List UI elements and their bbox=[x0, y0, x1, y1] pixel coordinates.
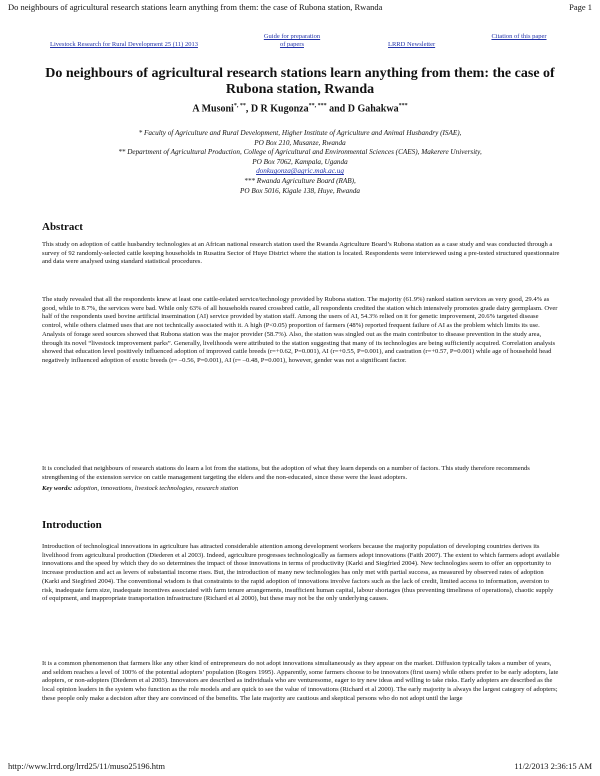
journal-navbar bbox=[0, 33, 600, 57]
author-marks: *, ** bbox=[233, 103, 246, 109]
journal-issue-link[interactable]: Livestock Research for Rural Development 25 (11) 2013 bbox=[50, 41, 198, 48]
keywords bbox=[42, 485, 560, 494]
print-header bbox=[8, 2, 592, 14]
author-marks: *** bbox=[398, 103, 408, 109]
introduction-heading: Introduction bbox=[42, 519, 102, 531]
affiliation-3-address: PO Box 5016, Kigale 138, Huye, Rwanda bbox=[240, 186, 360, 195]
affiliation-2-address: PO Box 7062, Kampala, Uganda bbox=[252, 157, 348, 166]
abstract-heading: Abstract bbox=[42, 221, 83, 233]
page-url: http://www.lrrd.org/lrrd25/11/muso25196.htm bbox=[8, 761, 165, 771]
print-header-title: Do neighbours of agricultural research stations learn anything from them: the case of Rubona station, Rwanda bbox=[8, 2, 383, 12]
print-header-page: Page 1 bbox=[569, 2, 592, 12]
author-list: A Musoni*, **, D R Kugonza**, *** and D Gahakwa*** bbox=[192, 103, 408, 115]
article-title: Do neighbours of agricultural research stations learn anything from them: the case of Rubona station, Rwanda bbox=[45, 66, 555, 97]
abstract-paragraph-3: It is concluded that neighbours of research stations do learn a lot from the stations, but the adoption of what they learn depends on a number of factors. This study therefore recommends strengthening of the extension service on cattle management targeting the elders and the non-educated, since these were the least adopters. bbox=[42, 465, 530, 481]
affiliation-1-address: PO Box 210, Musanze, Rwanda bbox=[254, 138, 346, 147]
keywords-label: Key words: bbox=[42, 485, 73, 492]
affiliations bbox=[40, 129, 560, 196]
abstract-paragraph-2: The study revealed that all the respondents knew at least one cattle-related service/technology provided by Rubona station. The majority (61.9%) ranked station services as very good, 29.4% as good, while to 8.7%, the services were bad. While only 63% of all households reared crossbred cattle, all respondents credited the station which intensively promotes grade dairy germplasm. Over half of the respondents used bovine artificial insemination (AI) service provided by station staff. Among the users of AI, 54.3% relied on it for genetic improvement, 20.6% targeted disease control, while others claimed uses that are not technically associated with it. A high (P<0.05) proportion of farmers (48%) reported frequent failure of AI as the problem which limits its use. Analysis of forage seed sources showed that Rubona station was the major provider (58.7%). Also, the station was singled out as the main contributor to disease prevention in the study area, through its novel “livestock improvement parks”. Generally, livelihoods were attributed to the station suggesting that many of its technologies are being sufficiently acquired. Correlation analysis showed that education level positively influenced adoption of improved cattle breeds (r=+0.62, P=0.001), AI (r=+0.55, P=0.001), and castration (r=+0.57, P=0.001) while age of household head negatively influenced adoption of exotic breeds (r= –0.56, P=0.001), AI (r= –0.48, P=0.001), however, gender was not a significant factor. bbox=[42, 296, 558, 364]
guide-link[interactable]: Guide for preparation of papers bbox=[263, 33, 321, 48]
author-name: A Musoni bbox=[192, 103, 234, 115]
newsletter-link[interactable]: LRRD Newsletter bbox=[388, 41, 436, 48]
print-footer bbox=[8, 761, 592, 773]
affiliation-2: ** Department of Agricultural Production, College of Agricultural and Environmental Sciences (CAES), Makerere University, bbox=[118, 148, 482, 157]
introduction-paragraph-2: It is a common phenomenon that farmers like any other kind of entrepreneurs do not adopt innovations simultaneously as they appear on the market. Diffusion typically takes a number of years, and seldom reaches a level of 100% of the potential adopters’ population (Rogers 1995). Apparently, some farmers choose to be innovators (first users) while others prefer to be early adopters, late adopters, or non-adopters (Diederen et al 2003). Innovators are described as individuals who are venturesome, eager to try new ideas and willing to take risks. Early adopters are described as the local opinion leaders in the system who function as the role models and are quick to see the value of innovations (Richard et al 2000). The early majority is always the largest category of adopters; these people only make a decision after they are convinced of the benefits. The late majority are cautious and skeptical persons who do not adopt until the large bbox=[42, 660, 559, 702]
author-name: D R Kugonza bbox=[250, 103, 309, 115]
keywords-values: adoption, innovations, livestock technologies, research station bbox=[72, 485, 239, 492]
author-email-link[interactable]: donkugonza@agric.mak.ac.ug bbox=[256, 167, 344, 176]
introduction-paragraph-1: Introduction of technological innovations in agriculture has attracted considerable attention among development workers because the majority population of developing countries derives its livelihood from agricultural production (Diederen et al 2003). Indeed, agriculture progresses technologically as farmers adopt innovations (Faith 2007). The extent to which farmers adopt available innovations and the speed by which they do so determines the impact of those innovations in terms of productivity (Karki and Siegfried 2004). New technologies seem to offer an opportunity to increase production and act as levers of substantial income rises. But, the introduction of many new technologies has only met with partial success, as measured by observed rates of adoption (Karki and Siegfried 2004). The conventional wisdom is that constraints to the rapid adoption of innovations involve factors such as the lack of credit, limited access to information, aversion to risk, inadequate farm size, inadequate incentives associated with farm tenure arrangements, insufficient human capital, labour shortages (thus preventing timeliness of operations), chaotic supply of equipment, and inappropriate transportation infrastructure (Richard et al 2000), but these may not be the only underlying causes. bbox=[42, 543, 560, 603]
author-name: D Gahakwa bbox=[347, 103, 399, 115]
print-datetime: 11/2/2013 2:36:15 AM bbox=[514, 761, 592, 771]
citation-link[interactable]: Citation of this paper bbox=[491, 33, 547, 40]
author-marks: **, *** bbox=[308, 103, 327, 109]
affiliation-1: * Faculty of Agriculture and Rural Development, Higher Institute of Agriculture and Animal Husbandry (ISAE), bbox=[138, 129, 462, 137]
affiliation-3: *** Rwanda Agriculture Board (RAB), bbox=[244, 176, 356, 185]
abstract-paragraph-1: This study on adoption of cattle husbandry technologies at an African national research station used the Rwanda Agriculture Board’s Rubona station as a case study and was conducted through a survey of 92 randomly-selected cattle keeping households in Rusatira Sector of Huye District where the station is located. Respondents were interviewed using a pre-tested structured questionnaire and data were analysed using standard statistical procedures. bbox=[42, 241, 560, 266]
